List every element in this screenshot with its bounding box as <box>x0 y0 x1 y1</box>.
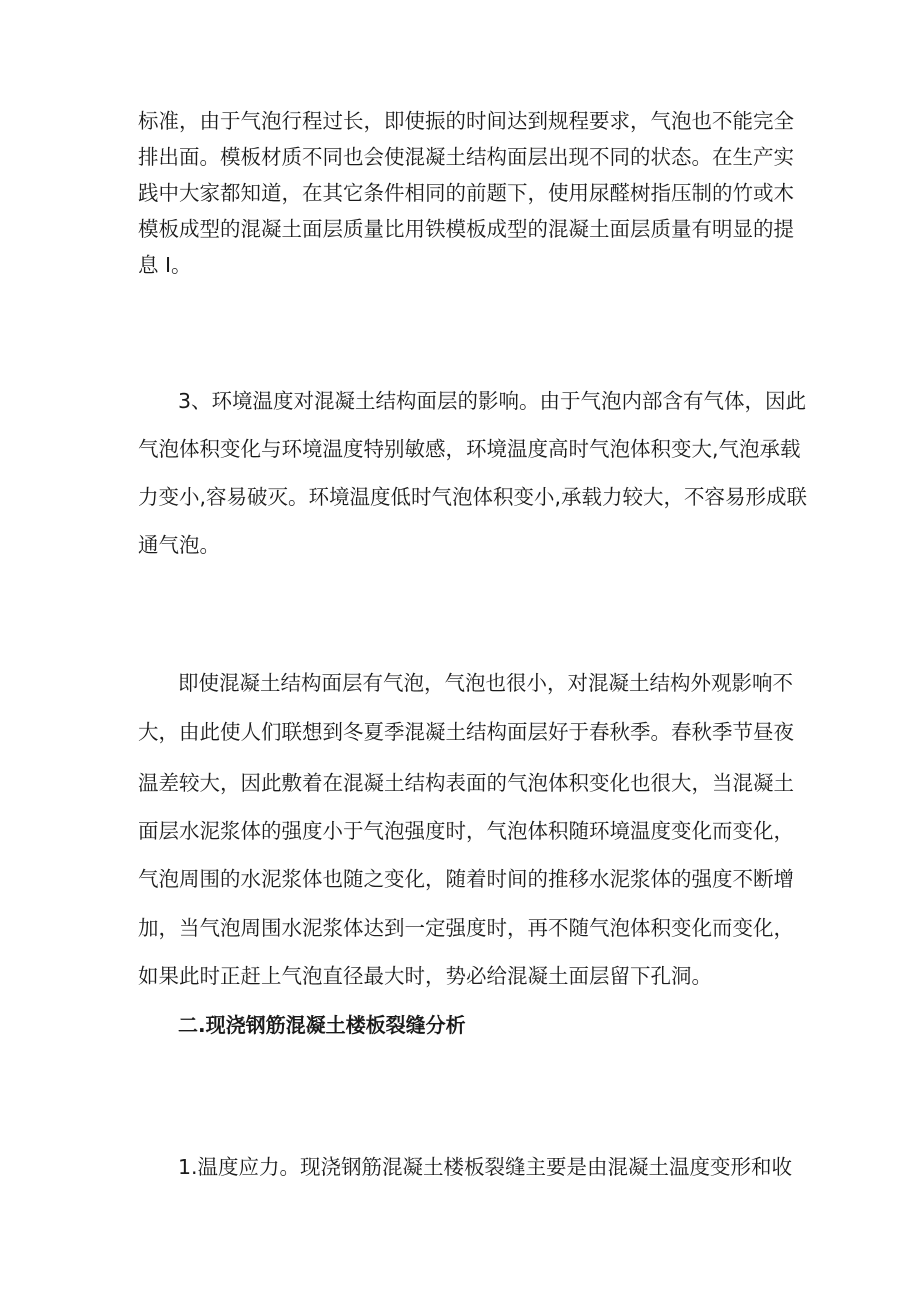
paragraph-2-line-3: 力变小,容易破灭。环境温度低时气泡体积变小,承载力较大，不容易形成联 <box>138 485 808 509</box>
paragraph-3-line-4: 面层水泥浆体的强度小于气泡强度时，气泡体积随环境温度变化而变化， <box>138 819 794 843</box>
paragraph-3-line-1: 即使混凝土结构面层有气泡，气泡也很小，对混凝土结构外观影响不 <box>178 671 793 695</box>
paragraph-3-line-3: 温差较大，因此敷着在混凝土结构表面的气泡体积变化也很大，当混凝土 <box>138 771 794 795</box>
paragraph-3-line-5: 气泡周围的水泥浆体也随之变化，随着时间的推移水泥浆体的强度不断增 <box>138 867 794 891</box>
paragraph-3-line-6: 加，当气泡周围水泥浆体达到一定强度时，再不随气泡体积变化而变化， <box>138 916 794 940</box>
paragraph-1-line-2: 排出面。模板材质不同也会使混凝土结构面层出现不同的状态。在生产实 <box>138 145 794 169</box>
paragraph-2-line-1: 3、环境温度对混凝土结构面层的影响。由于气泡内部含有气体，因此 <box>178 389 807 413</box>
paragraph-1-line-4: 模板成型的混凝土面层质量比用铁模板成型的混凝土面层质量有明显的提 <box>138 217 794 241</box>
paragraph-3-line-7: 如果此时正赶上气泡直径最大时，势必给混凝土面层留下孔洞。 <box>138 964 712 988</box>
paragraph-1-line-1: 标准，由于气泡行程过长，即使振的时间达到规程要求，气泡也不能完全 <box>138 109 794 133</box>
paragraph-1-line-3: 践中大家都知道，在其它条件相同的前题下，使用尿醛树指压制的竹或木 <box>138 181 794 205</box>
paragraph-3-line-2: 大，由此使人们联想到冬夏季混凝土结构面层好于春秋季。春秋季节昼夜 <box>138 720 794 744</box>
paragraph-2-line-2: 气泡体积变化与环境温度特别敏感，环境温度高时气泡体积变大,气泡承载 <box>138 437 801 461</box>
paragraph-1-line-5: 息 I。 <box>138 253 192 277</box>
paragraph-4-line-1: 1.温度应力。现浇钢筋混凝土楼板裂缝主要是由混凝土温度变形和收 <box>178 1155 793 1179</box>
section-heading-2: 二.现浇钢筋混凝土楼板裂缝分析 <box>178 1013 466 1037</box>
paragraph-2-line-4: 通气泡。 <box>138 533 220 557</box>
